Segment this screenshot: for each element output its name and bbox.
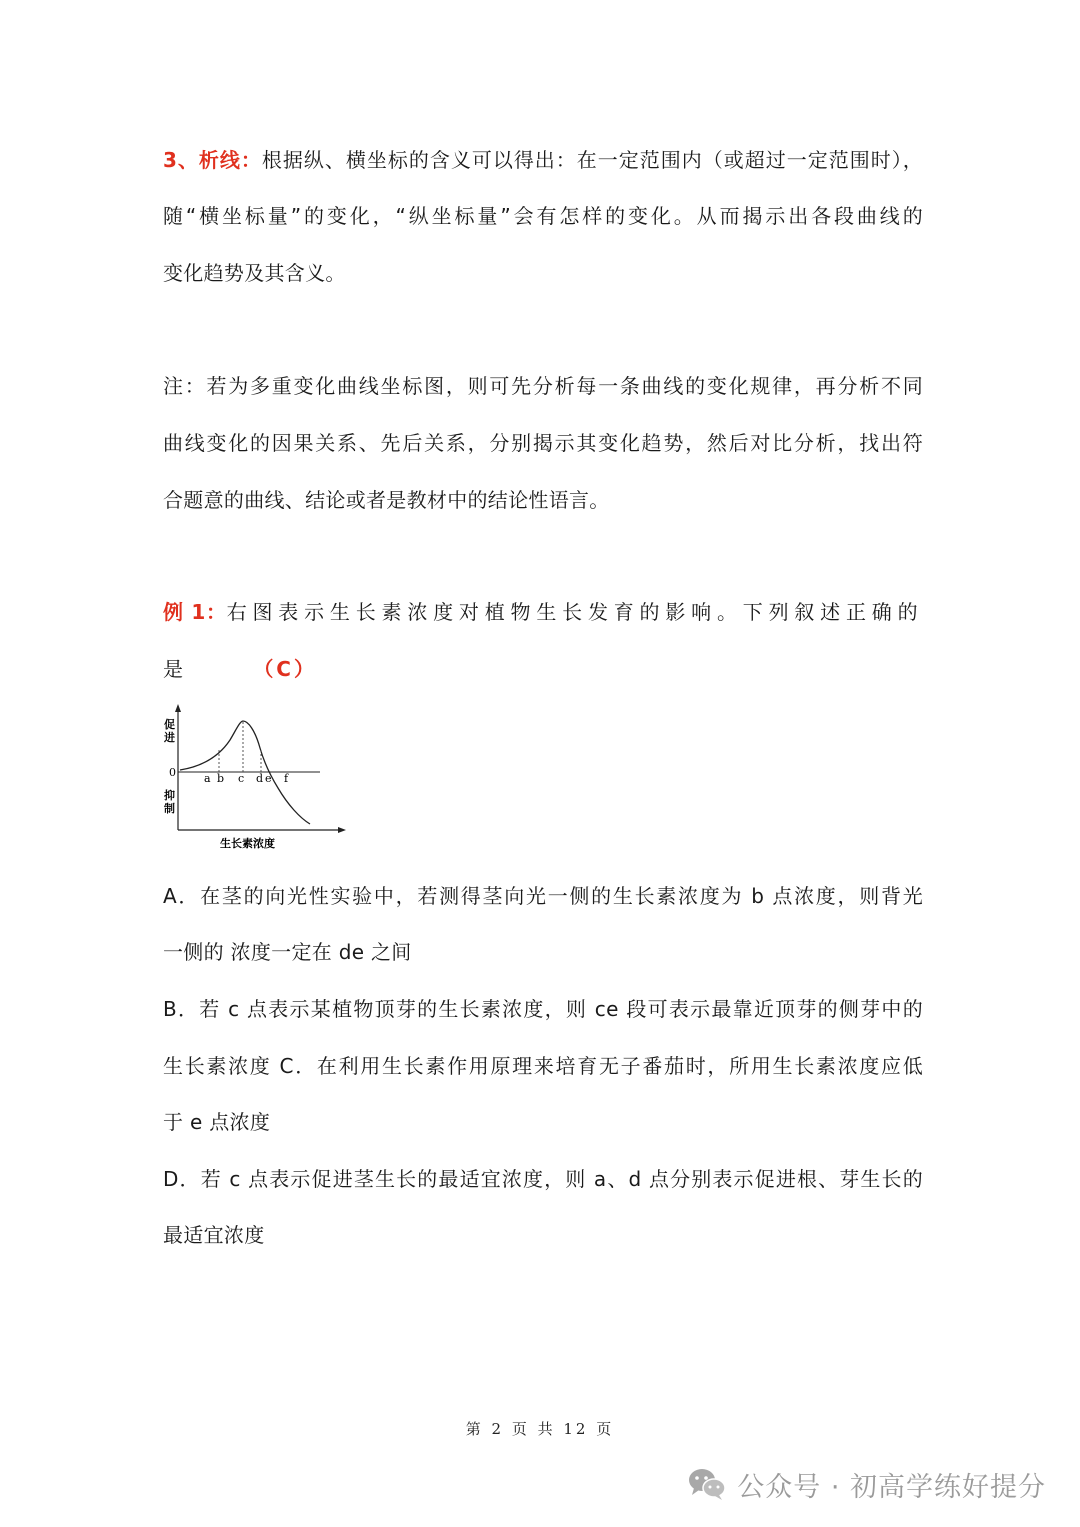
example-line1 <box>163 598 923 626</box>
x-axis-arrow <box>338 827 346 833</box>
option-b-line2: 生长素浓度 C．在利用生长素作用原理来培育无子番茄时，所用生长素浓度应低 <box>163 1054 923 1078</box>
point-b: b <box>217 772 225 785</box>
option-d-line2: 最适宜浓度 <box>163 1223 265 1247</box>
point-c: c <box>238 772 245 785</box>
example-line2-text: 是 <box>163 657 184 681</box>
example-answer: （C） <box>253 657 317 681</box>
para3-label: 3、析线： <box>163 148 262 172</box>
option-a-line1: A．在茎的向光性实验中，若测得茎向光一侧的生长素浓度为 b 点浓度，则背光 <box>163 884 923 908</box>
option-b-line1: B．若 c 点表示某植物顶芽的生长素浓度，则 ce 段可表示最靠近顶芽的侧芽中的 <box>163 997 923 1021</box>
option-b-line3: 于 e 点浓度 <box>163 1110 271 1134</box>
y-axis-arrow <box>175 704 181 712</box>
point-a: a <box>204 772 211 785</box>
wechat-watermark <box>687 1462 1046 1506</box>
note-line2: 曲线变化的因果关系、先后关系，分别揭示其变化趋势，然后对比分析，找出符 <box>163 431 923 455</box>
example-label: 例 1： <box>163 600 227 624</box>
note-line3: 合题意的曲线、结论或者是教材中的结论性语言。 <box>163 488 610 512</box>
para3-line1-text: 根据纵、横坐标的含义可以得出：在一定范围内（或超过一定范围时）， <box>261 148 923 172</box>
example-line2 <box>163 655 923 683</box>
note-line1: 注：若为多重变化曲线坐标图，则可先分析每一条曲线的变化规律，再分析不同 <box>163 374 923 398</box>
para3-line2: 随“横坐标量”的变化，“纵坐标量”会有怎样的变化。从而揭示出各段曲线的 <box>163 204 923 228</box>
x-axis-label: 生长素浓度 <box>220 837 275 850</box>
option-a-line2: 一侧的 浓度一定在 de 之间 <box>163 940 412 964</box>
option-d-line1: D．若 c 点表示促进茎生长的最适宜浓度，则 a、d 点分别表示促进根、芽生长的 <box>163 1167 923 1191</box>
point-f: f <box>284 772 289 785</box>
watermark-text: 公众号 · 初高学练好提分 <box>737 1471 1046 1503</box>
wechat-icon <box>687 1466 727 1502</box>
y-bottom-label-2: 制 <box>164 802 175 815</box>
example-line1-text: 右图表示生长素浓度对植物生长发育的影响。下列叙述正确的 <box>226 600 923 624</box>
para3-line3: 变化趋势及其含义。 <box>163 261 346 285</box>
auxin-curve-figure <box>160 700 360 860</box>
y-bottom-label-1: 抑 <box>164 789 175 802</box>
zero-label: 0 <box>169 766 176 779</box>
y-top-label-1: 促 <box>164 718 175 731</box>
page-footer: 第 2 页 共 12 页 <box>465 1420 615 1438</box>
y-top-label-2: 进 <box>164 731 175 744</box>
point-e: e <box>265 772 272 785</box>
para3-line1 <box>163 146 923 174</box>
point-d: d <box>256 772 264 785</box>
